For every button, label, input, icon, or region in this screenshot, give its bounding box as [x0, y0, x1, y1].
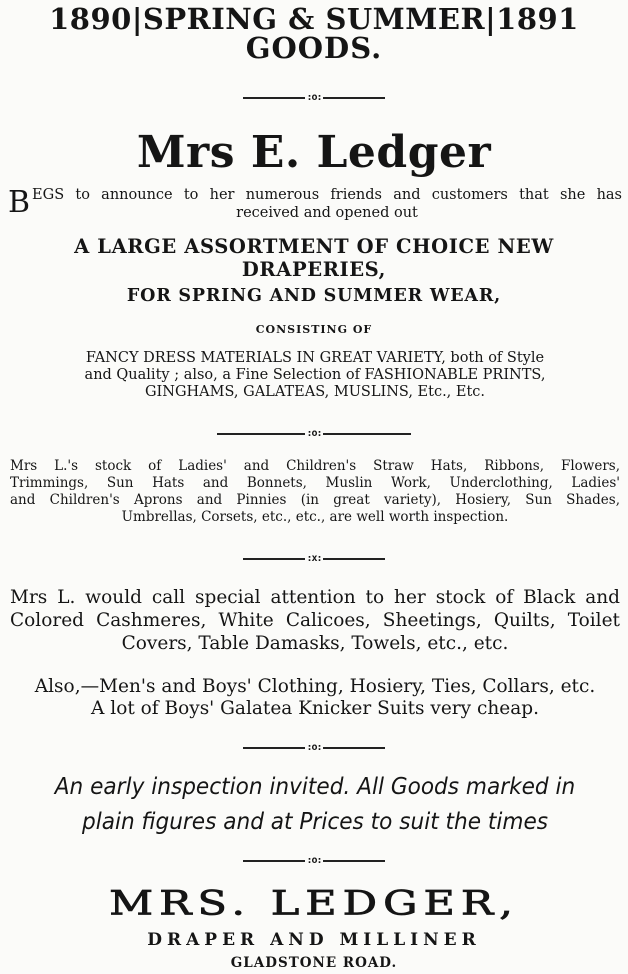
fancy-materials-paragraph	[10, 350, 620, 401]
stock-paragraph	[10, 458, 620, 526]
separator-2: :o:	[0, 428, 628, 440]
footer-merchant-name: MRS. LEDGER,	[109, 884, 519, 923]
intro-paragraph	[8, 186, 622, 222]
attention-paragraph	[10, 586, 620, 655]
merchant-name-title: Mrs E. Ledger	[136, 127, 492, 178]
also-paragraph	[10, 676, 620, 720]
stock-line-4: Umbrellas, Corsets, etc., etc., are well worth inspection.	[121, 509, 509, 525]
headline-line-3: FOR SPRING AND SUMMER WEAR,	[126, 286, 502, 306]
drop-cap: B	[8, 185, 31, 220]
separator-4: :o:	[0, 742, 628, 754]
consisting-of-label: CONSISTING OF	[255, 323, 373, 336]
stock-line-2: Trimmings, Sun Hats and Bonnets, Muslin Work, Underclothing, Ladies'	[10, 475, 620, 491]
stock-line-3: and Children's Aprons and Pinnies (in great variety), Hosiery, Sun Shades,	[10, 492, 620, 508]
also-line-1: Also,—Men's and Boys' Clothing, Hosiery, Ties, Collars, etc.	[34, 676, 596, 697]
footer-trade: DRAPER AND MILLINER	[147, 930, 481, 950]
headline-line-1: A LARGE ASSORTMENT OF CHOICE NEW	[74, 235, 554, 258]
intro-line-2: received and opened out	[236, 205, 418, 221]
header-years-line: 1890|SPRING & SUMMER|1891	[49, 2, 579, 36]
fancy-line-3: GINGHAMS, GALATEAS, MUSLINS, Etc., Etc.	[144, 384, 486, 400]
intro-line-1: EGS to announce to her numerous friends and customers that she has	[32, 187, 622, 203]
separator-3: :x:	[0, 553, 628, 565]
footer-address: GLADSTONE ROAD.	[230, 955, 398, 971]
inspection-line-2: plain figures and at Prices to suit the times	[81, 807, 549, 835]
header-goods-line: GOODS.	[245, 31, 383, 65]
also-line-2: A lot of Boys' Galatea Knicker Suits very cheap.	[91, 698, 539, 719]
attention-line-3: Covers, Table Damasks, Towels, etc., etc.	[121, 633, 509, 654]
attention-line-1: Mrs L. would call special attention to her stock of Black and	[10, 587, 620, 608]
separator-1: :o:	[0, 92, 628, 104]
fancy-line-2: and Quality ; also, a Fine Selection of FASHIONABLE PRINTS,	[84, 367, 546, 383]
inspection-line-1: An early inspection invited. All Goods marked in	[54, 772, 576, 800]
separator-5: :o:	[0, 855, 628, 867]
stock-line-1: Mrs L.'s stock of Ladies' and Children's Straw Hats, Ribbons, Flowers,	[10, 458, 620, 474]
headline-line-2: DRAPERIES,	[241, 258, 387, 281]
fancy-line-1: FANCY DRESS MATERIALS IN GREAT VARIETY, both of Style	[85, 350, 545, 366]
attention-line-2: Colored Cashmeres, White Calicoes, Sheetings, Quilts, Toilet	[10, 610, 620, 631]
